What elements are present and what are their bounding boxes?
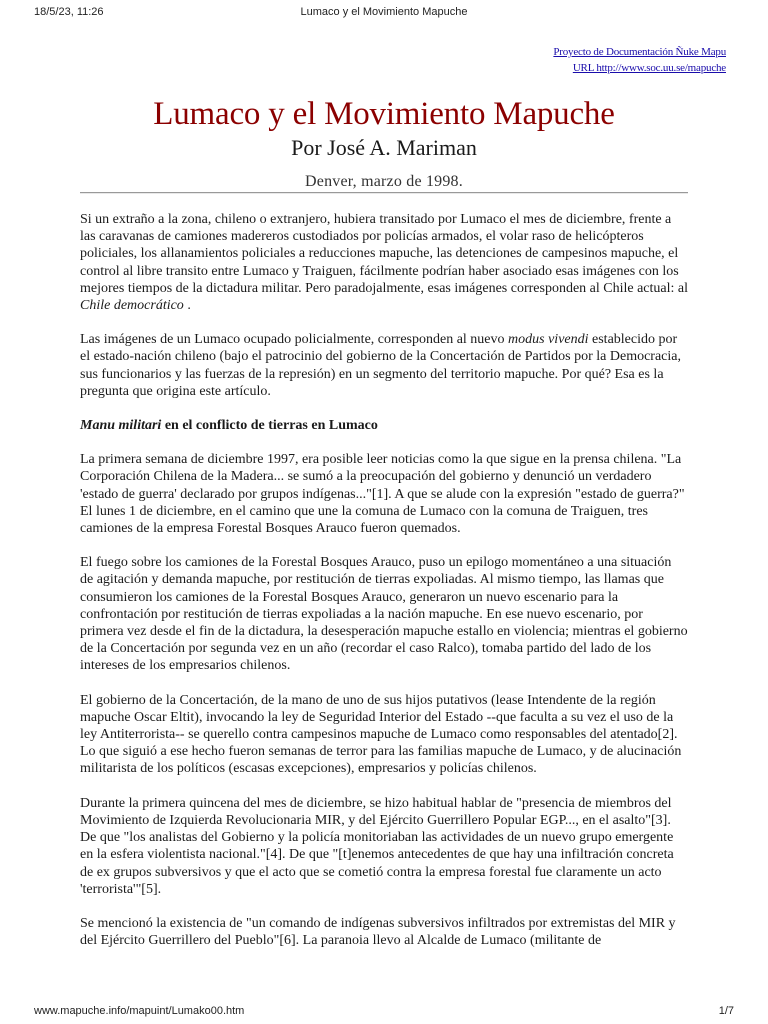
article-dateline: Denver, marzo de 1998. (305, 173, 463, 190)
paragraph-2-text: Las imágenes de un Lumaco ocupado policialmente, corresponden al nuevo (80, 332, 509, 348)
paragraph-5: El gobierno de la Concertación, de la mano de uno de sus hijos putativos (lease Intendente de la región mapuche Oscar Eltit), invocando la ley de Seguridad Interior del Estado --que faculta a su vez el uso de la ley Antiterrorista-- se querello contra campesinos mapuche de Lumaco como responsables del atentado[2]. Lo que siguió a ese hecho fueron semanas de terror para las familias mapuche de Lumaco, y de alucinación militarista de los políticos (escasas excepciones), empresarios y policías chilenos. (80, 692, 682, 777)
article-author: Por José A. Mariman (291, 135, 477, 160)
paragraph-1-text: Si un extraño a la zona, chileno o extranjero, hubiera transitado por Lumaco el mes de diciembre, frente a las caravanas de camiones madereros custodiados por policías armados, el volar raso de helicópteros policiales, los allanamientos policiales a reducciones mapuche, las detenciones de campesinos mapuche, el control al libre transito entre Lumaco y Traiguen, fácilmente podrían haber asociado esas imágenes con los mejores tiempos de la dictadura militar. Pero paradojalmente, esas imágenes corresponden al Chile actual: al (80, 212, 689, 296)
paragraph-2 (80, 331, 688, 400)
paragraph-7: Se mencionó la existencia de "un comando de indígenas subversivos infiltrados por extremistas del MIR y del Ejército Guerrillero del Pueblo"[6]. La paranoia llevo al Alcalde de Lumaco (militante de (80, 915, 676, 949)
title-block (0, 96, 768, 191)
paragraph-3: La primera semana de diciembre 1997, era posible leer noticias como la que sigue en la prensa chilena. "La Corporación Chilena de la Madera... se sumó a la preocupación del gobierno y denunció un verdadero 'estado de guerra' declarado por grupos indígenas..."[1]. A que se alude con la expresión "estado de guerra?" El lunes 1 de diciembre, en el camino que une la comuna de Lumaco con la comuna de Traiguen, tres camiones de la empresa Forestal Bosques Arauco fueron quemados. (80, 452, 685, 537)
paragraph-2-emphasis: modus vivendi (508, 332, 589, 348)
project-name-link[interactable]: Proyecto de Documentación Ñuke Mapu (553, 46, 726, 58)
section-heading-text: en el conflicto de tierras en Lumaco (161, 418, 378, 434)
paragraph-2-end: establecido por el estado-nación chileno (bajo el patrocinio del gobierno de la Concertación de Partidos por la Democracia, sus funcionarios y las fuerzas de la represión) en un segmento del territorio mapuche. Por qué? Esa es la pregunta que origina este artículo. (80, 332, 681, 399)
article-body (80, 211, 688, 966)
print-page-title: Lumaco y el Movimiento Mapuche (300, 6, 468, 18)
print-datetime: 18/5/23, 11:26 (34, 6, 104, 18)
project-url-link[interactable]: URL http://www.soc.uu.se/mapuche (572, 62, 726, 74)
print-footer-url: www.mapuche.info/mapuint/Lumako00.htm (34, 1005, 245, 1017)
section-heading-emphasis: Manu militari (80, 418, 162, 434)
article-title: Lumaco y el Movimiento Mapuche (153, 96, 615, 132)
horizontal-divider (80, 192, 688, 194)
paragraph-1-end: . (183, 298, 191, 314)
paragraph-1-emphasis: Chile democrático (80, 298, 184, 314)
paragraph-4: El fuego sobre los camiones de la Forestal Bosques Arauco, puso un epilogo momentáneo a una situación de agitación y demanda mapuche, por restitución de tierras expoliadas. Al mismo tiempo, las llamas que consumieron los camiones de la Forestal Bosques Arauco, generaron un nuevo escenario para la confrontación por restitución de tierras expoliadas a la nación mapuche. En ese nuevo escenario, por primera vez desde el fin de la dictadura, la desesperación mapuche estallo en violencia; mientras el gobierno de la Concertación por segunda vez en un año (recordar el caso Ralco), tomaba partido del lado de los intereses de los empresarios chilenos. (80, 555, 688, 674)
page-number: 1/7 (718, 1005, 734, 1017)
project-links (553, 44, 726, 76)
paragraph-6: Durante la primera quincena del mes de diciembre, se hizo habitual hablar de "presencia de miembros del Movimiento de Izquierda Revolucionaria MIR, y del Ejército Guerrillero Popular EGP..., en el asalto"[3]. De que "los analistas del Gobierno y la policía monitoriaban las actividades de un nuevo grupo emergente en la esfera violentista nacional."[4]. De que "[t]enemos antecedentes de que hay una infiltración concreta de ex grupos subversivos y que el acto que se cometió contra la empresa forestal fue claramente un acto 'terrorista'"[5]. (80, 795, 674, 897)
section-heading (80, 417, 688, 434)
paragraph-1 (80, 211, 688, 314)
